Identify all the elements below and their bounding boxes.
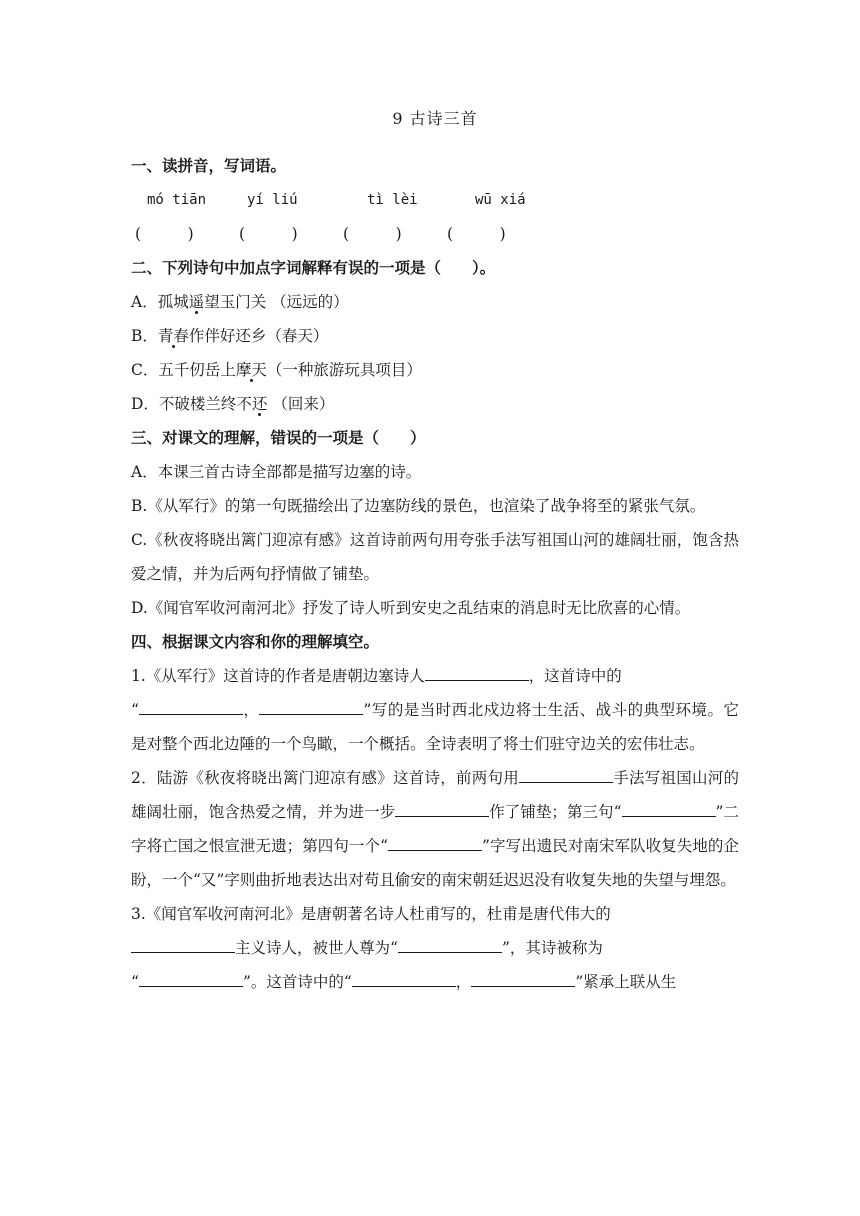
dotted-word: 遥 [188, 293, 205, 311]
fill-blank[interactable] [131, 936, 235, 953]
answer-blank[interactable]: ( ) [343, 225, 402, 243]
option-d: D．不破楼兰终不还 （回来） [131, 395, 335, 413]
fill-blank[interactable] [622, 800, 716, 817]
option-c: C．五千仞岳上摩天（一种旅游玩具项目） [131, 361, 422, 379]
fill-blank[interactable] [139, 970, 243, 987]
answer-blank[interactable]: ( ) [135, 225, 194, 243]
option-d: D.《闻官军收河南河北》抒发了诗人听到安史之乱结束的消息时无比欣喜的心情。 [131, 599, 691, 617]
fill-blank[interactable] [398, 936, 502, 953]
section-4-heading: 四、根据课文内容和你的理解填空。 [131, 633, 380, 651]
fill-blank[interactable] [395, 800, 489, 817]
page-title: 9 古诗三首 [392, 109, 478, 128]
pinyin-row [131, 183, 739, 217]
fill-blank[interactable] [388, 834, 482, 851]
fill-blank[interactable] [259, 698, 363, 715]
answer-paren-row [131, 217, 739, 251]
fill-blank[interactable] [352, 970, 456, 987]
dotted-word: 青春 [157, 327, 189, 345]
fill-blank[interactable] [471, 970, 575, 987]
dotted-word: 还 [251, 395, 268, 413]
answer-blank[interactable]: ( ) [447, 225, 506, 243]
dotted-word: 摩天 [235, 361, 267, 379]
fill-blank[interactable] [425, 664, 529, 681]
option-b: B．青春作伴好还乡（春天） [131, 327, 329, 345]
question-3: 3.《闻官军收河南河北》是唐朝著名诗人杜甫写的，杜甫是唐代伟大的 主义诗人，被世人尊为“ ”，其诗被称为 “ ”。这首诗中的“ ， ”紧承上联从生 [131, 905, 677, 991]
pinyin-item: yí liú [247, 192, 298, 208]
option-b: B.《从军行》的第一句既描绘出了边塞防线的景色，也渲染了战争将至的紧张气氛。 [131, 497, 706, 515]
option-a: A．孤城遥望玉门关 （远远的） [131, 293, 349, 311]
worksheet-page [131, 106, 739, 999]
pinyin-item: tì lèi [367, 192, 418, 208]
answer-blank[interactable]: ( ) [239, 225, 298, 243]
pinyin-item: wū xiá [475, 192, 526, 208]
fill-blank[interactable] [519, 766, 613, 783]
pinyin-item: mó tiān [147, 192, 207, 208]
section-2-heading: 二、下列诗句中加点字词解释有误的一项是（ ）。 [131, 259, 496, 277]
option-a: A．本课三首古诗全部都是描写边塞的诗。 [131, 463, 422, 481]
question-1: 1.《从军行》这首诗的作者是唐朝边塞诗人 ，这首诗中的 “ ， ”写的是当时西北戍边将士生活、战斗的典型环境。它是对整个西北边陲的一个鸟瞰，一个概括。全诗表明了将士们驻守边关的宏伟壮志。 [131, 659, 739, 761]
question-2: 2．陆游《秋夜将晓出篱门迎凉有感》这首诗，前两句用 手法写祖国山河的雄阔壮丽，饱含热爱之情，并为进一步 作了铺垫；第三句“ ”二字将亡国之恨宣泄无遗；第四句一个“ ”字写出遗民对南宋军队收复失地的企盼，一个“又”字则曲折地表达出对苟且偷安的南宋朝廷迟迟没有收复失地的失望与埋怨。 [131, 761, 739, 897]
fill-blank[interactable] [139, 698, 243, 715]
section-3-heading: 三、对课文的理解，错误的一项是（ ） [131, 429, 426, 447]
option-c: C.《秋夜将晓出篱门迎凉有感》这首诗前两句用夸张手法写祖国山河的雄阔壮丽，饱含热爱之情，并为后两句抒情做了铺垫。 [131, 531, 739, 583]
section-1-heading: 一、读拼音，写词语。 [131, 157, 287, 175]
